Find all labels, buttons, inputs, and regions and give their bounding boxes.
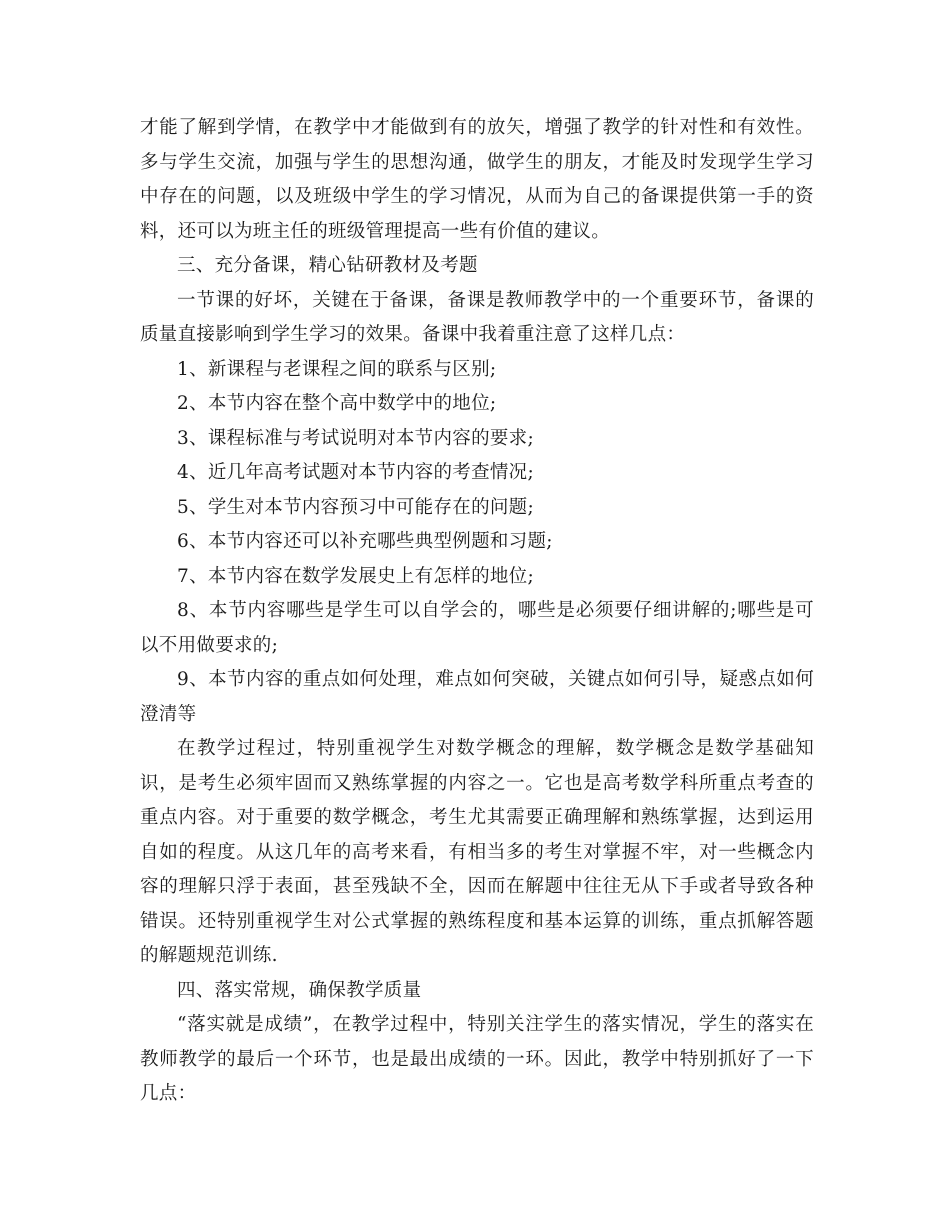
document-page xyxy=(140,111,814,1112)
paragraph-1: 才能了解到学情，在教学中才能做到有的放矢，增强了教学的针对性和有效性。多与学生交流，加强与学生的思想沟通，做学生的朋友，才能及时发现学生学习中存在的问题，以及班级中学生的学习情况，从而为自己的备课提供第一手的资料，还可以为班主任的班级管理提高一些有价值的建议。 xyxy=(140,117,814,242)
list-item-7: 7、本节内容在数学发展史上有怎样的地位; xyxy=(177,565,535,587)
list-item-5: 5、学生对本节内容预习中可能存在的问题; xyxy=(177,496,535,518)
list-item-2: 2、本节内容在整个高中数学中的地位; xyxy=(177,393,497,414)
paragraph-4: “落实就是成绩”，在教学过程中，特别关注学生的落实情况，学生的落实在教师教学的最后一个环节，也是最出成绩的一环。因此，教学中特别抓好了一下几点： xyxy=(140,1014,814,1104)
section-heading-3: 三、充分备课，精心钻研教材及考题 xyxy=(177,255,478,276)
list-item-4: 4、近几年高考试题对本节内容的考查情况; xyxy=(177,462,535,483)
list-item-8: 8、本节内容哪些是学生可以自学会的，哪些是必须要仔细讲解的;哪些是可以不用做要求的; xyxy=(140,600,814,656)
paragraph-2: 一节课的好坏，关键在于备课，备课是教师教学中的一个重要环节，备课的质量直接影响到学生学习的效果。备课中我着重注意了这样几点： xyxy=(140,289,814,345)
list-item-9: 9、本节内容的重点如何处理，难点如何突破，关键点如何引导，疑惑点如何澄清等 xyxy=(140,669,814,725)
list-item-6: 6、本节内容还可以补充哪些典型例题和习题; xyxy=(177,531,553,552)
list-item-3: 3、课程标准与考试说明对本节内容的要求; xyxy=(177,427,535,449)
section-heading-4: 四、落实常规，确保教学质量 xyxy=(177,979,422,1001)
paragraph-3: 在教学过程过，特别重视学生对数学概念的理解，数学概念是数学基础知识，是考生必须牢固而又熟练掌握的内容之一。它也是高考数学科所重点考查的重点内容。对于重要的数学概念，考生尤其需要正确理解和熟练掌握，达到运用自如的程度。从这几年的高考来看，有相当多的考生对掌握不牢，对一些概念内容的理解只浮于表面，甚至残缺不全，因而在解题中往往无从下手或者导致各种错误。还特别重视学生对公式掌握的熟练程度和基本运算的训练，重点抓解答题的解题规范训练. xyxy=(140,738,814,966)
list-item-1: 1、新课程与老课程之间的联系与区别; xyxy=(177,358,497,380)
